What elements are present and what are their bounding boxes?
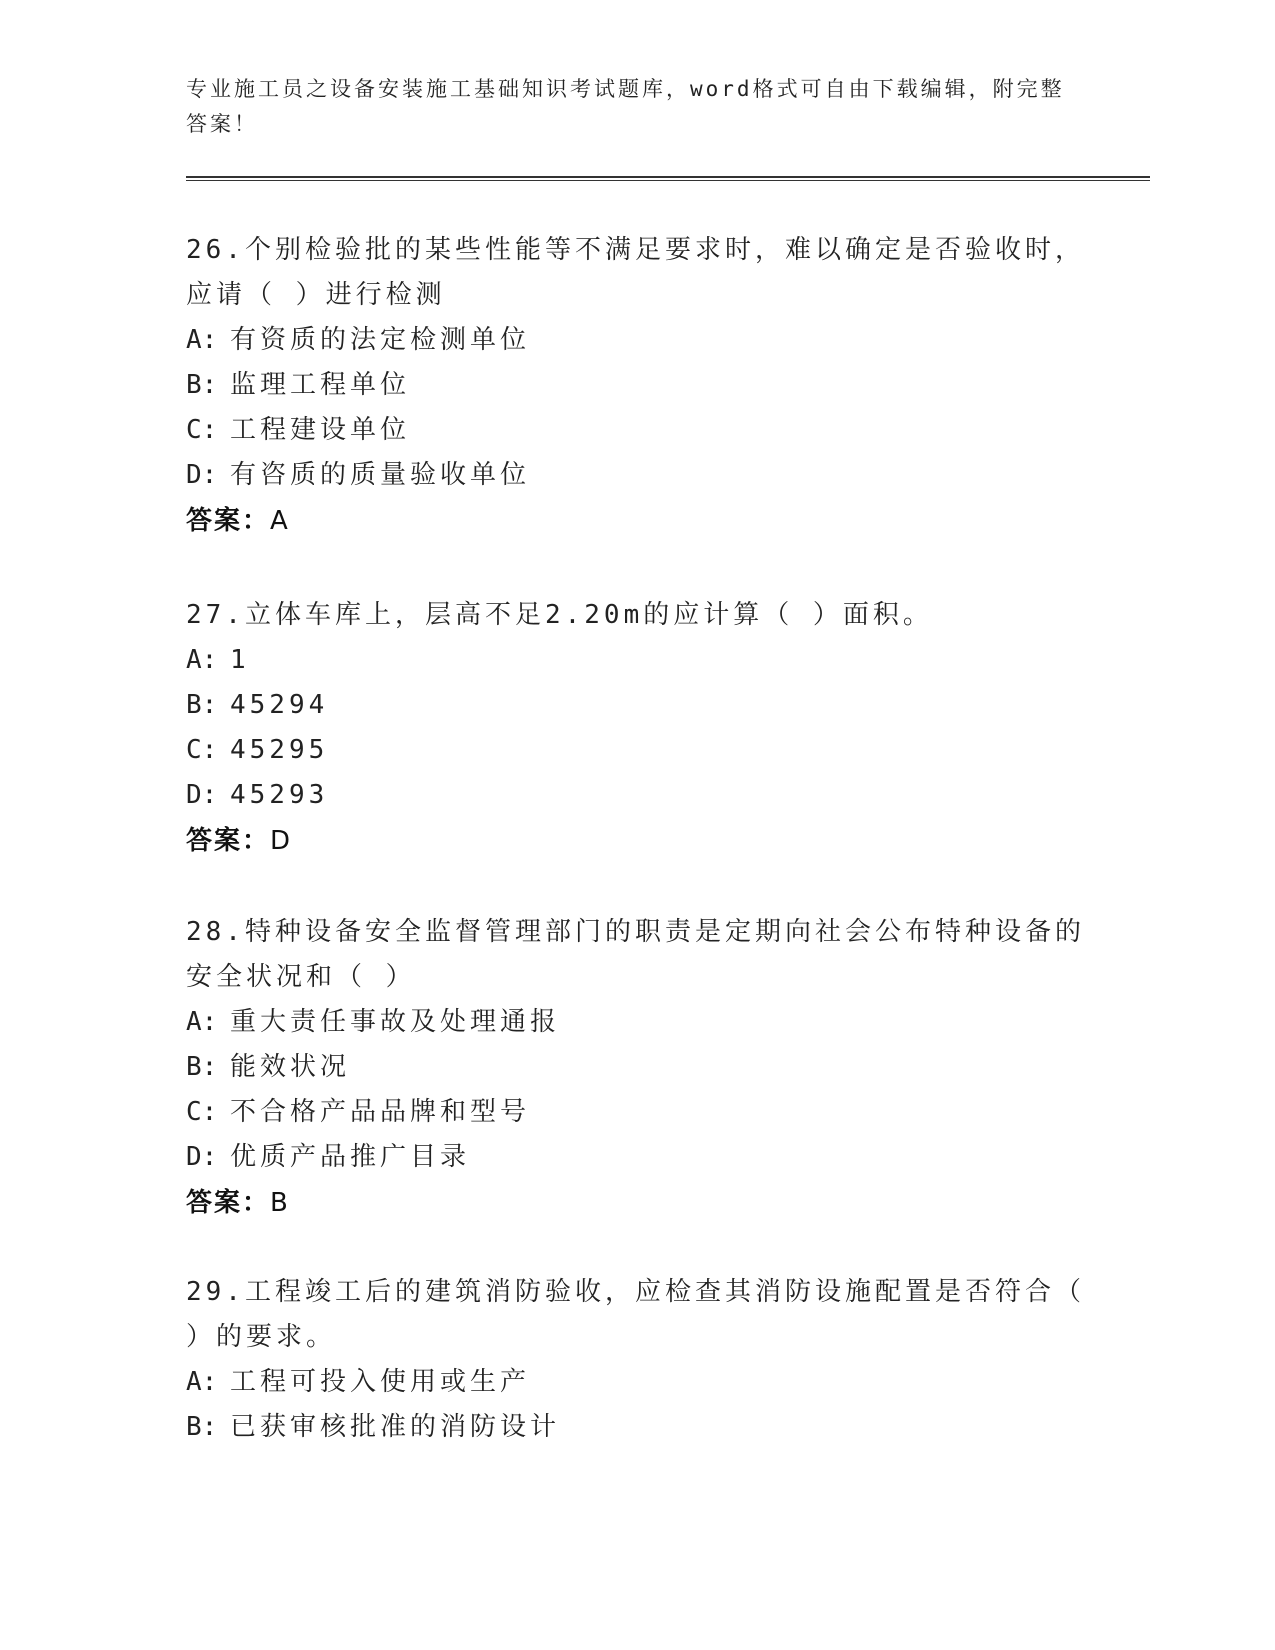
option-text: 1 [230,645,250,675]
option-key: D: [186,780,218,810]
option-text: 45293 [230,780,329,810]
option-key: B: [186,370,218,400]
option-a [186,638,1086,683]
option-b [186,683,1086,728]
document-header: 专业施工员之设备安装施工基础知识考试题库，word格式可自由下载编辑，附完整答案！ [186,77,1065,136]
option-b [186,1045,1086,1090]
option-text: 重大责任事故及处理通报 [230,1007,561,1037]
answer-line [186,498,1086,544]
question-text: 27.立体车库上，层高不足2.20m的应计算（ ）面积。 [186,600,933,630]
question-29 [186,1270,1086,1450]
option-a [186,1360,1086,1405]
option-key: D: [186,460,218,490]
question-26 [186,228,1086,544]
option-text: 监理工程单位 [230,370,411,400]
option-text: 不合格产品品牌和型号 [230,1097,531,1127]
option-key: A: [186,645,218,675]
answer-label: 答案： [186,506,271,536]
option-c [186,728,1086,773]
answer-label: 答案： [186,1188,271,1218]
option-key: A: [186,1007,218,1037]
answer-value: A [270,506,290,536]
option-key: B: [186,690,218,720]
option-text: 45295 [230,735,329,765]
option-c [186,1090,1086,1135]
option-a [186,1000,1086,1045]
option-text: 45294 [230,690,329,720]
question-text: 28.特种设备安全监督管理部门的职责是定期向社会公布特种设备的安全状况和（ ） [186,917,1085,992]
option-text: 有咨质的质量验收单位 [230,460,531,490]
option-text: 已获审核批准的消防设计 [230,1412,561,1442]
option-key: C: [186,735,218,765]
option-key: C: [186,1097,218,1127]
option-b [186,1405,1086,1450]
option-text: 工程建设单位 [230,415,411,445]
option-d [186,453,1086,498]
option-text: 能效状况 [230,1052,351,1082]
header-divider [186,176,1150,181]
question-28 [186,910,1086,1226]
option-b [186,363,1086,408]
option-text: 工程可投入使用或生产 [230,1367,531,1397]
option-key: D: [186,1142,218,1172]
option-key: B: [186,1052,218,1082]
option-text: 有资质的法定检测单位 [230,325,531,355]
option-a [186,318,1086,363]
question-27 [186,593,1086,864]
answer-value: B [270,1188,290,1218]
question-text: 29.工程竣工后的建筑消防验收，应检查其消防设施配置是否符合（ ）的要求。 [186,1277,1085,1352]
option-d [186,1135,1086,1180]
answer-value: D [270,826,293,856]
option-key: A: [186,325,218,355]
option-d [186,773,1086,818]
option-key: B: [186,1412,218,1442]
option-key: C: [186,415,218,445]
option-key: A: [186,1367,218,1397]
answer-label: 答案： [186,826,271,856]
option-c [186,408,1086,453]
answer-line [186,1180,1086,1226]
question-text: 26.个别检验批的某些性能等不满足要求时，难以确定是否验收时，应请（ ）进行检测 [186,235,1085,310]
option-text: 优质产品推广目录 [230,1142,471,1172]
answer-line [186,818,1086,864]
